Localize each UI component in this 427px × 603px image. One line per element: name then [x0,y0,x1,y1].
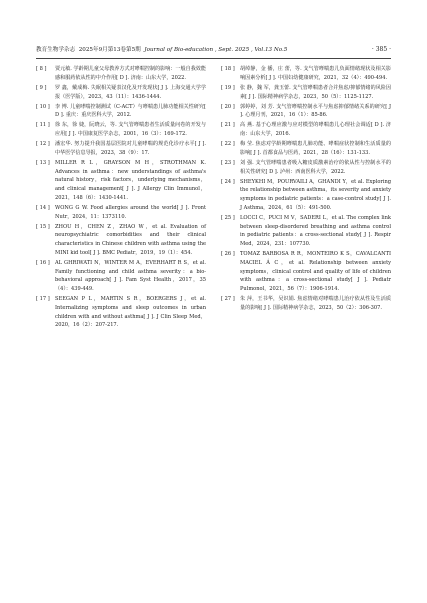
header-journal [36,44,287,56]
reference-item [221,159,391,176]
references-right-column [221,65,391,314]
reference-item [36,140,206,157]
running-header [36,44,391,56]
reference-text: 潘宏华. 努力提升我国基层医院对儿童哮喘的规范化诊疗水平[ J ]. 中华医学信息导报，2023，38（9）：17. [55,141,206,156]
reference-item [221,178,391,213]
reference-text: 胡绰静，金 播，庄 蕾，等. 支气管哮喘患儿负面情绪现状及相关影响因素分析[ J ]. 中国妇幼健康研究，2021，32（4）：490-494. [240,66,391,81]
reference-item [36,103,206,120]
reference-item [36,159,206,203]
reference-text: 罗 鑫，戴成梅. 失眠相关疑表汉化及开发现状[ J ]. 上海交通大学学报（医学版），2023，43（11）：1436-1444. [55,84,206,100]
page-number: · 385 · [371,46,391,53]
reference-number: [ 19 ] [221,84,235,91]
reference-item [36,121,206,138]
journal-title-en: Journal of Bio-education , Sept. 2025 , Vol.13 No.5 [144,47,288,53]
reference-number: [ 15 ] [36,223,50,230]
reference-text: 李 博. 儿童哮喘控制测试（C-ACT）与哮喘患儿肺功能相关性研究[ D ]. 重庆：重庆医科大学，2012. [55,103,206,119]
reference-text: 徐 东，徐 婕，阮晓云，等. 支气管哮喘患者生活质量问卷的开发与应用[ J ]. 中国康复医学杂志，2001，16（3）：169-172. [55,122,206,138]
reference-number: [ 18 ] [221,66,235,72]
reference-item [36,295,206,330]
reference-item [221,84,391,101]
reference-number: [ 10 ] [36,103,50,110]
reference-number: [ 24 ] [221,178,235,185]
reference-number: [ 27 ] [221,296,235,303]
reference-text: MILLER R L，GRAYSON M H，STROTHMAN K. Advances in asthma：new understandings of asthma's natural history，risk factors，underlying mechanisms，and clinical management[ J ]. J Allergy Clin Immunol，2021，148（6）：1430-1441. [55,159,206,201]
reference-text: AL GHRIWATI N，WINTER M A，EVERHART R S，et al. Family functioning and child asthma severity：a bio-behavioral approach[ J ]. Fam Syst Health，2017，35（4）：439-449. [55,259,206,292]
reference-text: WONG G W. Food allergies around the world[ J ]. Front Nutr，2024，11：1373110. [55,204,206,220]
reference-text: 刘 强. 支气管哮喘患者吸入糖皮质激素治疗的依从性与控制水平的相关性研究[ D ]. 泸州：西南医科大学，2022. [240,159,391,175]
reference-text: 高 燕. 基于心理应激与应对模型的哮喘患儿心理社会调适[ D ]. 济南：山东大学，2016. [240,122,391,138]
reference-number: [ 26 ] [221,251,235,258]
reference-number: [ 20 ] [221,103,235,110]
reference-item [221,103,391,120]
reference-text: SEEGAN P L，MARTIN S R，BOERGERS J，et al. Internalizing symptoms and sleep outcomes in urban children with and without asthma[ J ]. J Clin Sleep Med，2020，16（2）：207-217. [55,296,206,329]
reference-number: [ 17 ] [36,296,50,303]
reference-item [36,65,206,82]
reference-text: 梅 莹. 焦虑对学龄期哮喘患儿肺功能、哮喘症状控制和生活质量的影响[ J ]. 首都食品与医药，2021，28（16）：131-133. [240,141,391,156]
reference-item [221,65,391,82]
reference-number: [ 21 ] [221,122,235,129]
reference-item [221,214,391,249]
reference-item [36,223,206,258]
reference-number: [ 11 ] [36,122,50,129]
reference-item [36,259,206,294]
reference-text: LOCCI C，PUCI M V，SADERI L，et al. The complex link between sleep-disordered breathing and asthma control in pediatric patients：a cross-sectional study[ J ]. Respir Med，2024，231：107730. [240,214,391,248]
reference-text: 贾元敏. 学龄期儿童父母教养方式对哮喘控制的影响：一般自我效能感和服药依从性的中介作用[ D ]. 济南：山东大学，2022. [55,66,206,81]
reference-number: [ 16 ] [36,259,50,266]
reference-number: [ 25 ] [221,214,235,221]
reference-text: ZHOU H，CHEN Z，ZHAO W，et al. Evaluation of neuropsychiatric comorbidities and their clinical characteristics in Chinese children with asthma using the MINI kid tool[ J ]. BMC Pediatr，2019，19（1）：454. [55,223,206,256]
reference-text: 郭婷婷，刘 芳. 支气管哮喘控制水平与焦虑抑郁情绪关系的研究[ J ]. 心理月刊，2021，16（1）：85-86. [240,103,391,119]
reference-number: [ 12 ] [36,141,50,148]
reference-text: SHEYKHI M，POURVAILI A，GHANDI Y，et al. Exploring the relationship between asthma，its severity and anxiety symptoms in pediatric patients：a case-control study[ J ]. J Asthma，2024，61（5）：491-500. [240,178,391,211]
reference-number: [ 13 ] [36,159,50,166]
journal-title-cn: 教育生物学杂志 [36,47,76,53]
reference-item [221,121,391,138]
reference-text: TOMAZ BARBOSA R R，MONTEIRO K S，CAVALCANTI MACIEL Á C，et al. Relationship between anxiety symptoms，clinical control and quality of life of children with asthma：a cross-sectional study[ J ]. Pediatr Pulmonol，2021，56（7）：1906-1914. [240,251,391,292]
reference-number: [ 9 ] [36,84,47,91]
reference-number: [ 23 ] [221,159,235,166]
reference-item [36,204,206,221]
reference-item [221,250,391,294]
header-rule [36,58,391,59]
reference-number: [ 8 ] [36,66,47,72]
reference-number: [ 22 ] [221,141,235,148]
reference-text: 朱 萍，王书华，吴识娟. 焦虑情绪对哮喘患儿治疗依从性及生活质量的影响[ J ]. 国际精神病学杂志，2023，50（2）：306-307. [240,296,391,311]
reference-item [221,295,391,312]
reference-number: [ 14 ] [36,204,50,211]
issue-info-cn: 2025年9月第13卷第5期 [78,47,141,53]
reference-item [221,140,391,157]
reference-text: 张 静，魏 军，龚玉蕾. 支气管哮喘患者合并焦虑/抑郁情绪的风险因素[ J ]. 国际精神病学杂志，2023，50（5）：1125-1127. [240,84,391,100]
reference-item [36,84,206,101]
references-left-column [36,65,206,331]
